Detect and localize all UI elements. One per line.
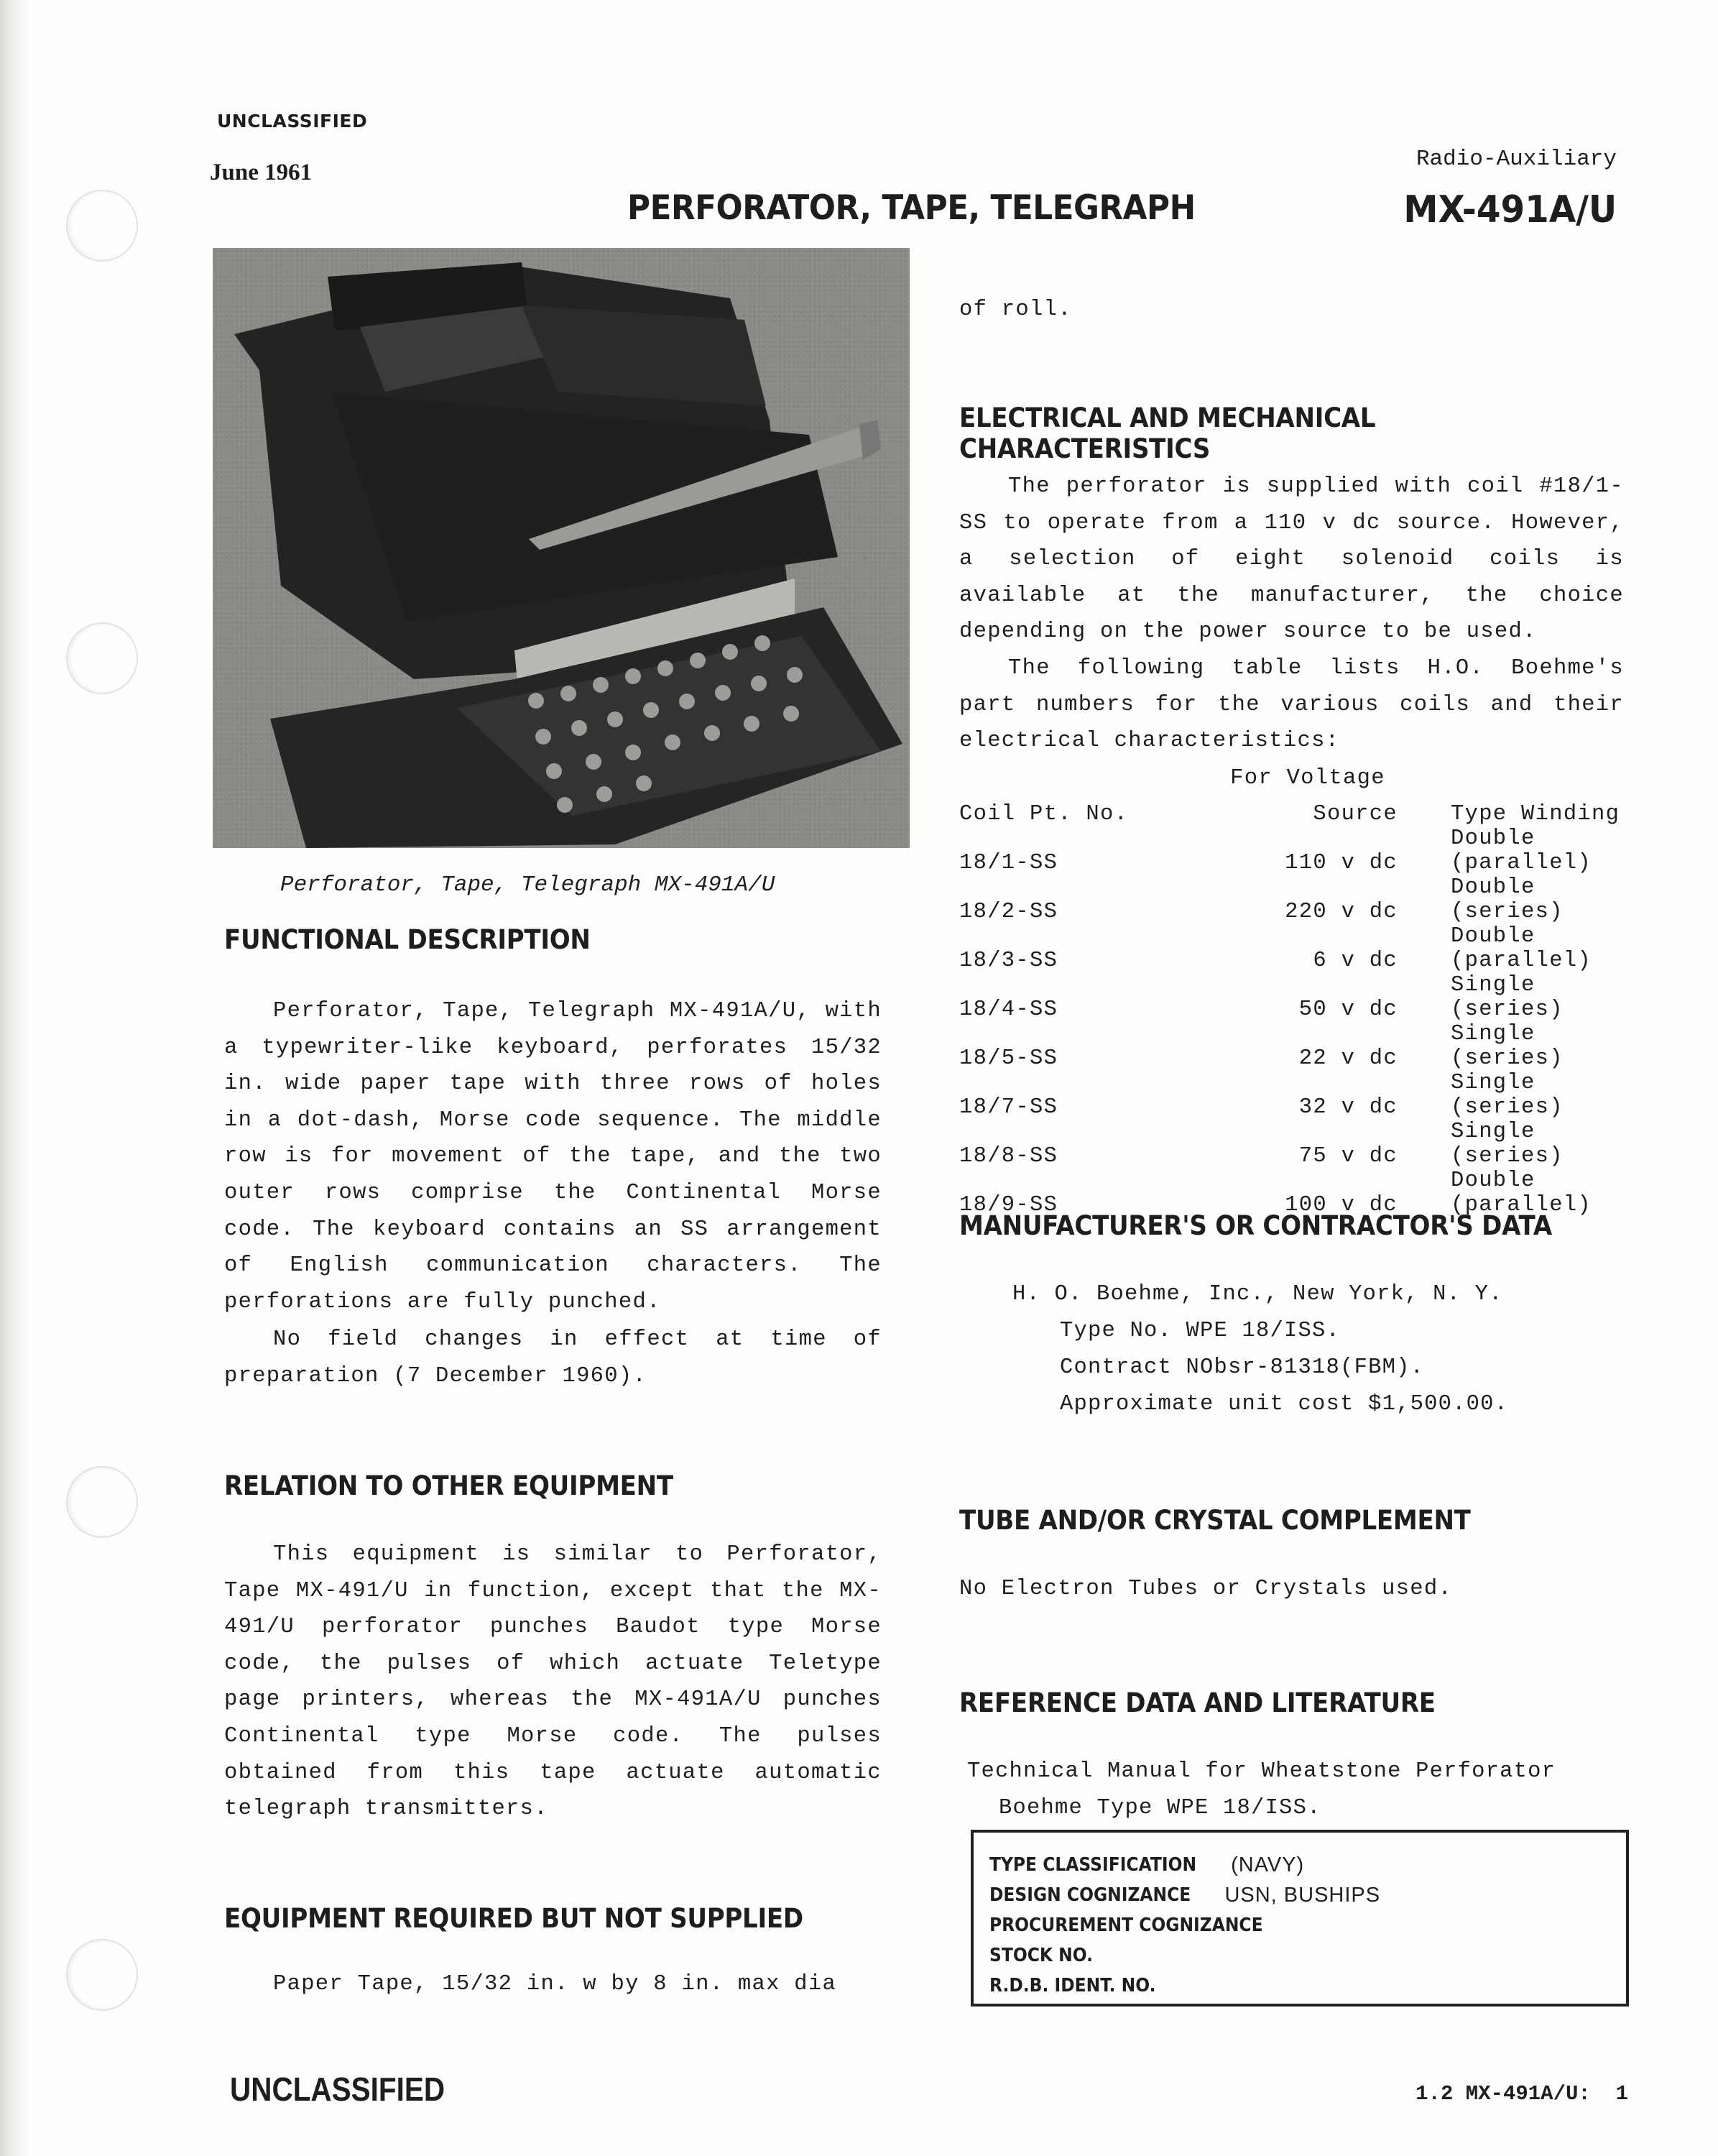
classification-row-procurement — [989, 1910, 1626, 1940]
column-header-coil: Coil Pt. No. — [959, 802, 1129, 826]
model-number: MX-491A/U — [1403, 188, 1617, 231]
classification-box — [971, 1830, 1629, 2007]
manufacturer-unit-cost: Approximate unit cost $1,500.00. — [1060, 1392, 1509, 1416]
equipment-category: Radio-Auxiliary — [1415, 147, 1617, 172]
binder-hole — [66, 190, 138, 262]
table-row — [959, 875, 1624, 924]
voltage-source: 75 v dc — [1298, 1144, 1398, 1169]
column-header-for-voltage: For Voltage — [1230, 766, 1385, 791]
tube-text: No Electron Tubes or Crystals used. — [959, 1577, 1453, 1601]
coil-table-container — [959, 755, 1624, 1217]
coil-part-number: 18/9-SS — [959, 1193, 1058, 1217]
section-heading-reference: REFERENCE DATA AND LITERATURE — [959, 1687, 1436, 1718]
binder-hole — [66, 622, 138, 694]
manufacturer-type: Type No. WPE 18/ISS. — [1060, 1319, 1341, 1343]
section-heading-functional-description: FUNCTIONAL DESCRIPTION — [224, 924, 591, 955]
table-intro-paragraph: The following table lists H.O. Boehme's part numbers for the various coils and their electrical characteristics: — [959, 655, 1624, 754]
section-heading-equipment-required: EQUIPMENT REQUIRED BUT NOT SUPPLIED — [224, 1903, 803, 1934]
voltage-source: 220 v dc — [1285, 900, 1398, 924]
column-header-winding: Type Winding — [1451, 802, 1620, 826]
table-header-row — [959, 791, 1624, 826]
equipment-required-text: Paper Tape, 15/32 in. w by 8 in. max dia — [273, 1972, 837, 1996]
section-heading-relation: RELATION TO OTHER EQUIPMENT — [224, 1470, 673, 1501]
typewriter-perforator-icon — [213, 248, 910, 848]
section-heading-manufacturer: MANUFACTURER'S OR CONTRACTOR'S DATA — [959, 1210, 1552, 1241]
manufacturer-name: H. O. Boehme, Inc., New York, N. Y. — [1012, 1282, 1503, 1307]
voltage-source: 50 v dc — [1298, 998, 1398, 1022]
winding-type: Single (series) — [1451, 1022, 1564, 1071]
winding-type: Double (parallel) — [1451, 1169, 1592, 1217]
equipment-required-continuation: of roll. — [959, 298, 1072, 322]
page-title: PERFORATOR, TAPE, TELEGRAPH — [627, 188, 1196, 228]
coil-part-number: 18/7-SS — [959, 1095, 1058, 1120]
coil-part-number: 18/5-SS — [959, 1046, 1058, 1071]
field-changes-paragraph: No field changes in effect at time of preparation (7 December 1960). — [224, 1327, 882, 1388]
table-row — [959, 1071, 1624, 1120]
relation-paragraph: This equipment is similar to Perforator, Tape MX-491/U in function, except that the MX-491/U perforator punches Baudot type Morse code, the pulses of which actuate Teletype page printers, whereas the MX-491A/U punches Continental type Morse code. The pulses obtained from this tape actuate automatic telegraph transmitters. — [224, 1542, 882, 1822]
manufacturer-data — [959, 1276, 1624, 1423]
page-reference: 1.2 MX-491A/U: 1 — [1415, 2082, 1628, 2106]
coil-part-number: 18/3-SS — [959, 949, 1058, 973]
equipment-photo — [213, 248, 910, 848]
table-row — [959, 1120, 1624, 1169]
header-classification: UNCLASSIFIED — [217, 111, 368, 132]
footer-classification: UNCLASSIFIED — [230, 2070, 445, 2108]
reference-data — [967, 1754, 1632, 1827]
voltage-source: 110 v dc — [1285, 851, 1398, 875]
section-heading-electrical: ELECTRICAL AND MECHANICAL CHARACTERISTICS — [959, 402, 1376, 464]
voltage-source: 6 v dc — [1313, 949, 1398, 973]
column-header-source: Source — [1313, 802, 1398, 826]
scanned-page-edge — [0, 0, 29, 2156]
coil-part-number: 18/1-SS — [959, 851, 1058, 875]
coil-part-number: 18/4-SS — [959, 998, 1058, 1022]
table-row — [959, 973, 1624, 1022]
classification-label: TYPE CLASSIFICATION — [989, 1854, 1197, 1876]
classification-label: R.D.B. IDENT. NO. — [989, 1975, 1156, 1996]
winding-type: Double (parallel) — [1451, 924, 1592, 973]
section-heading-tube: TUBE AND/OR CRYSTAL COMPLEMENT — [959, 1505, 1471, 1536]
classification-label: PROCUREMENT COGNIZANCE — [989, 1915, 1263, 1936]
functional-description-paragraph: Perforator, Tape, Telegraph MX-491A/U, with a typewriter-like keyboard, perforates 15/32 in. wide paper tape with three rows of holes in a dot-dash, Morse code sequence. The middle row is for movement of the tape, and the two outer rows comprise the Continental Morse code. The keyboard contains an SS arrangement of English communication characters. The perforations are fully punched. — [224, 999, 882, 1314]
winding-type: Single (series) — [1451, 1120, 1564, 1169]
coil-part-number: 18/8-SS — [959, 1144, 1058, 1169]
figure-caption: Perforator, Tape, Telegraph MX-491A/U — [280, 872, 775, 898]
publication-date: June 1961 — [210, 160, 313, 185]
winding-type: Single (series) — [1451, 1071, 1564, 1120]
reference-type: Boehme Type WPE 18/ISS. — [999, 1796, 1321, 1820]
classification-row-rdb — [989, 1971, 1626, 2001]
classification-value: (NAVY) — [1231, 1853, 1305, 1876]
table-header-row-top — [959, 755, 1624, 791]
classification-label: STOCK NO. — [989, 1945, 1094, 1966]
classification-row-design — [989, 1880, 1626, 1910]
coil-table — [959, 755, 1624, 1217]
electrical-paragraph: The perforator is supplied with coil #18/1-SS to operate from a 110 v dc source. However, a selection of eight solenoid coils is available at the manufacturer, the choice depending on the power source to be used. — [959, 474, 1624, 645]
voltage-source: 32 v dc — [1298, 1095, 1398, 1120]
electrical-body — [959, 469, 1624, 760]
functional-description-body — [224, 993, 882, 1395]
classification-value: USN, BUSHIPS — [1224, 1883, 1381, 1907]
winding-type: Double (parallel) — [1451, 826, 1592, 875]
classification-label: DESIGN COGNIZANCE — [989, 1884, 1191, 1906]
table-row — [959, 924, 1624, 973]
classification-row-type — [989, 1850, 1626, 1880]
winding-type: Double (series) — [1451, 875, 1564, 924]
manufacturer-contract: Contract NObsr-81318(FBM). — [1060, 1355, 1425, 1380]
binder-hole — [66, 1939, 138, 2011]
voltage-source: 22 v dc — [1298, 1046, 1398, 1071]
winding-type: Single (series) — [1451, 973, 1564, 1022]
classification-row-stock — [989, 1940, 1626, 1971]
table-row — [959, 826, 1624, 875]
voltage-source: 100 v dc — [1285, 1193, 1398, 1217]
table-row — [959, 1022, 1624, 1071]
reference-title: Technical Manual for Wheatstone Perforator — [967, 1759, 1556, 1784]
binder-hole — [66, 1466, 138, 1538]
coil-part-number: 18/2-SS — [959, 900, 1058, 924]
